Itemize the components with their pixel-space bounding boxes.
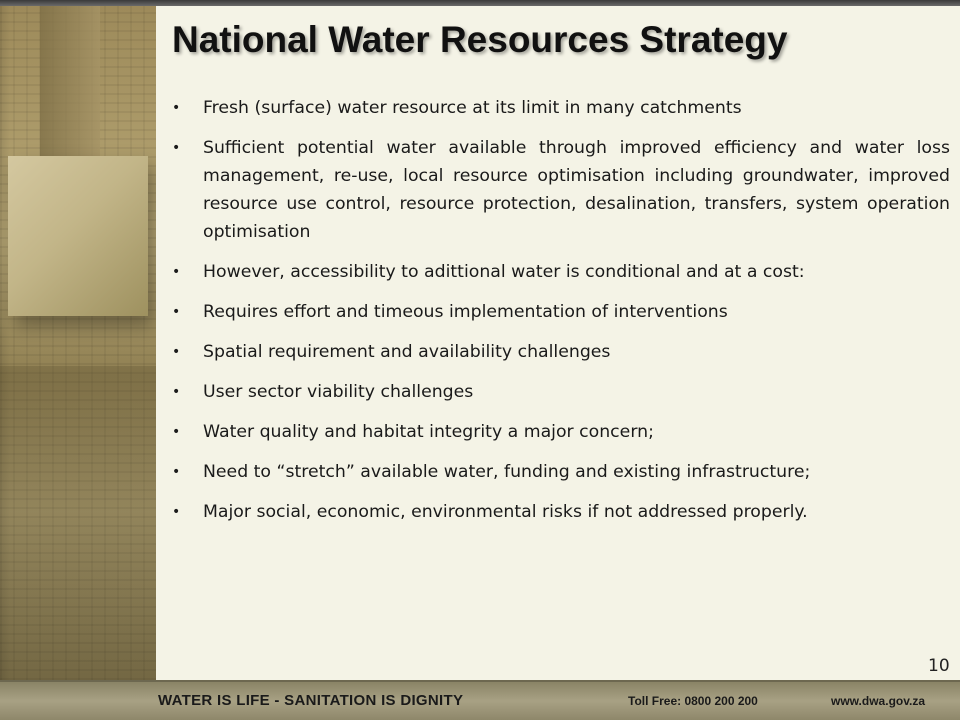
bullet-item xyxy=(166,298,950,326)
bullet-icon: • xyxy=(172,100,181,116)
bullet-icon: • xyxy=(172,464,181,480)
footer-website: www.dwa.gov.za xyxy=(831,694,926,708)
bullet-text: User sector viability challenges xyxy=(203,382,474,402)
bullet-icon: • xyxy=(172,140,181,156)
bullet-text: Fresh (surface) water resource at its limit in many catchments xyxy=(203,98,742,118)
bullet-item xyxy=(166,94,950,122)
bullet-icon: • xyxy=(172,304,181,320)
bullet-text: Sufficient potential water available through improved efficiency and water loss management, re-use, local resource optimisation including groundwater, improved resource use control, resource protection, desalination, transfers, system operation optimisation xyxy=(203,138,950,242)
bullet-text: Water quality and habitat integrity a major concern; xyxy=(203,422,654,442)
bullet-item xyxy=(166,338,950,366)
bullet-text: However, accessibility to adittional water is conditional and at a cost: xyxy=(203,262,805,282)
building-column xyxy=(40,6,100,156)
bullet-text: Need to “stretch” available water, funding and existing infrastructure; xyxy=(203,462,811,482)
building-shade xyxy=(0,366,158,680)
bullet-item xyxy=(166,134,950,246)
building-block xyxy=(8,156,148,316)
bullet-item xyxy=(166,458,950,486)
bullet-icon: • xyxy=(172,264,181,280)
bullet-item xyxy=(166,418,950,446)
bullet-icon: • xyxy=(172,344,181,360)
footer-slogan: WATER IS LIFE - SANITATION IS DIGNITY xyxy=(158,692,464,709)
bullet-icon: • xyxy=(172,504,181,520)
building-photo xyxy=(0,6,158,680)
bullet-icon: • xyxy=(172,384,181,400)
bullet-list xyxy=(166,94,950,538)
bullet-icon: • xyxy=(172,424,181,440)
bullet-item xyxy=(166,498,950,526)
page-number: 10 xyxy=(928,656,950,676)
bullet-item xyxy=(166,378,950,406)
bullet-item xyxy=(166,258,950,286)
footer-bar xyxy=(0,680,960,720)
slide-title: National Water Resources Strategy xyxy=(172,19,788,60)
footer-toll-free: Toll Free: 0800 200 200 xyxy=(628,694,758,708)
bullet-text: Major social, economic, environmental risks if not addressed properly. xyxy=(203,502,808,522)
bullet-text: Spatial requirement and availability challenges xyxy=(203,342,611,362)
bullet-text: Requires effort and timeous implementation of interventions xyxy=(203,302,728,322)
